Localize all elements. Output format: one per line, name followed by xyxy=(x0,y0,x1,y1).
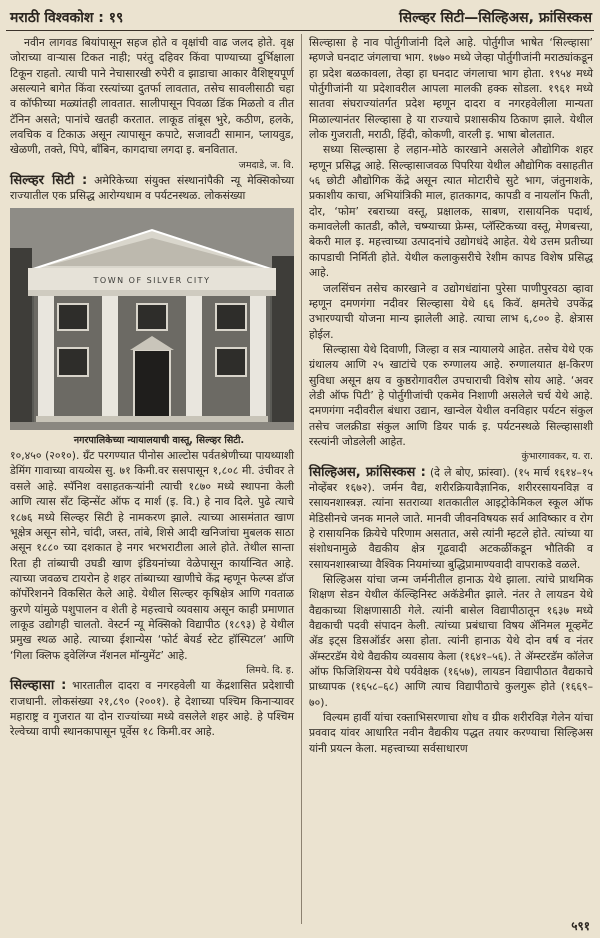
silvassa-paragraph-4: सिल्व्हासा येथे दिवाणी, जिल्हा व सत्र न्यायालये आहेत. तसेच येथे एक ग्रंथालय आणि २५ खाटांचे एक रुग्णालय आहे. रुग्णालयात क्ष-किरण सुविधा असून क्षय व कुष्ठरोगावरील उपचाराची विशेष सोय आहे. ‘अवर लेडी ऑफ पिटी’ हे पोर्तुगीजांची एकमेव निशाणी असलेले चर्च येथे आहे. दमणगंगा नदीवरील बंधारा उद्यान, खान्वेल येथील वनविहार पर्यटन संकुल तसेच जलक्रीडा संकुल आणि डियर पार्क इ. पर्यटनस्थळे सिल्व्हासाशी रस्त्यांनी जोडलेली आहेत. xyxy=(309,342,593,448)
sylvius-paragraph-3: विल्यम हार्वी यांचा रक्ताभिसरणाचा शोध व ग्रीक शरीरविज्ञ गेलेन यांचा प्रववाद यांवर आधारित नवीन वैद्यकीय पद्धत तयार करण्याचा सिल्हिअस यांनी प्रयत्न केला. महत्त्वाच्या सर्वसाधारण xyxy=(309,711,593,755)
page-number: ५९१ xyxy=(571,919,590,933)
sylvius-paragraph-2: सिल्हिअस यांचा जन्म जर्मनीतील हानाऊ येथे झाला. त्यांचे प्राथमिक शिक्षण सेडन येथील कॅल्व्हिनिस्ट अकॅडेमीत झाले. नंतर ते लायडन येथे वैद्यकाच्या शिक्षणासाठी गेले. त्यांनी बासेल विद्यापीठातून १६३७ मध्ये वैद्यकाची पदवी संपादन केली. त्यांच्या प्रबंधाचा विषय ॲनिमल मूव्हमेंट ॲड इट्स डिसऑर्डर असा होता. त्यांनी हानाऊ येथे दोन वर्ष व नंतर ॲम्स्टरडॅम येथे वैद्यकीय व्यवसाय केला (१६४१–५६). ते ॲम्स्टरडॅम कॉलेज ऑफ फिजिशियन्स येथे पर्यवेक्षक (१६५७), लायडन विद्यापीठात वैद्यकाचे प्राध्यापक (१६५८–६८) आणि त्याच विद्यापीठाचे कुलगुरू होते (१६६९–७०). xyxy=(309,573,593,709)
entry-sylvius-title: सिल्हिअस, फ्रांसिस्कस : xyxy=(309,464,426,480)
entry-silvassa-body: भारतातील दादरा व नगरहवेली या केंद्रशासित प्रदेशाची राजधानी. लोकसंख्या २१,८९० (२००१). हे देशाच्या पश्चिम किनाऱ्यावर महाराष्ट्र व गुजरात या दोन राज्यांच्या मध्ये वसलेले शहर आहे. हे पश्चिम रेल्वेच्या वापी स्थानकापासून पूर्वेस १८ किमी.वर आहे. xyxy=(10,679,294,739)
silvassa-paragraph-2: सध्या सिल्व्हासा हे लहान-मोठे कारखाने असलेले औद्योगिक शहर म्हणून प्रसिद्ध आहे. सिल्व्हासाजवळ पिपरिया येथील औद्योगिक वसाहतीत ५६ छोटी औद्योगिक केंद्रे असून त्यात मोटारीचे सुटे भाग, जंतुनाशके, प्रकाशीय काचा, अभियांत्रिकी माल, हातकागद, कापडी व नायलॉन फिती, दोर, ‘फोम’ रबराच्या वस्तू, प्रक्षालक, साबण, रासायनिक पदार्थ, कमावलेली कातडी, कौले, चष्म्याच्या फ्रेम्स, प्लॅस्टिकच्या वस्तू, मेणबत्त्या, बेकरी माल इ. महत्त्वाच्या उत्पादनांचे उद्योगधंदे आहेत. येथे उत्तम प्रतीच्या कापडाची निर्मिती होते. येथील कलाकुसरीचे रेशीम कापड विशेष प्रसिद्ध आहे. xyxy=(309,143,593,280)
entry-silvassa-title: सिल्व्हासा : xyxy=(10,678,67,694)
running-header-right: सिल्व्हर सिटी—सिल्हिअस, फ्रांसिस्कस xyxy=(399,10,592,26)
entry-sylvius-lead-text: (दे ले बोए, फ्रांस्वा). (१५ मार्च १६१४–१५ नोव्हेंबर १६७२). जर्मन वैद्य, शरीरक्रियावैज्ञानिक, शरीररसायनविज्ञ व रसायनशास्त्रज्ञ. त्यांना सतराव्या शतकातील आइट्रोकेमिकल स्कूल ऑफ मेडिसीनचे जनक मानले जाते. मानवी जीवनविषयक सर्व आविष्कार व रोग हे रासायनिक क्रियेचे परिणाम असतात, असे त्यांनी म्हटले होते. त्यांच्या या संशोधनामुळे वैद्यकीय क्षेत्र गूढवादी अटकळींकडून भौतिकी व रसायनशास्त्राच्या वैश्विक नियमांच्या बुद्धिप्रामाण्यवादी वापराकडे वळले. xyxy=(309,465,594,571)
running-header-left: मराठी विश्वकोश : १९ xyxy=(10,10,124,26)
entry-silvassa-lead xyxy=(10,678,294,739)
town-hall-illustration xyxy=(10,208,294,430)
right-column xyxy=(309,35,593,756)
town-hall-photo xyxy=(10,208,294,430)
photo-caption: नगरपालिकेच्या न्यायालयाची वास्तू, सिल्व्हर सिटी. xyxy=(73,434,245,446)
entry-silver-city-body: १०,४५० (२०१०). ग्रँट परगण्यात पीनोस आल्टोस पर्वतश्रेणीच्या पायथ्याशी डेमिंग गावाच्या वायव्येस सु. ७१ किमी.वर ससपासून १,८०८ मी. उंचीवर ते वसले आहे. स्पॅनिश वसाहतकऱ्यांनी त्याची १८७० मध्ये स्थापना केली आणि त्यास सॅंट व्हिन्सेंट ऑफ द मार्श (इ. वि.) हे नाव दिले. पुढे त्याचे १८७६ मध्ये सिल्व्हर सिटी हे नामकरण झाले. त्याच्या आसमंतात खाण भूक्षेत्र असून सोने, चांदी, जस्त, तांबे, शिसे आदी खनिजांचा मुबलक साठा असून १८८० च्या दशकात हे नगर भरभराटीला आले होते. तेथील सान्ता रिता ही तांब्याची उघडी खाण इंडियनांच्या वेळेपासून कार्यान्वित आहे. त्याच्या जवळच टायरोन हे शहर तांब्याच्या खाणीचे केंद्र म्हणून फेल्प्स डॉज कॉर्पोरेशनने विकसित केले आहे. येथील सिल्व्हर कृषिक्षेत्र आणि गवताळ कुरणे यांमुळे पशुपालन व शेती हे महत्त्वाचे व्यवसाय असून काही प्रमाणात लाकूड उद्योगही चालतो. वेस्टर्न न्यू मेक्सिको विद्यापीठ (१८९३) हे येथील प्रमुख स्थळ आहे. त्याच्या ईशान्येस ‘फोर्ट बेयर्ड स्टेट हॉस्पिटल’ आणि ‘गिला क्लिफ ड्वेलिंग्ज नॅशनल मॉन्युमेंट’ आहे. xyxy=(10,449,294,662)
intro-paragraph: नवीन लागवड बियांपासून सहज होते व वृक्षांची वाढ जलद होते. वृक्ष जोराच्या वाऱ्यास टिकत नाही; परंतु दहिवर किंवा पाण्याच्या दुर्भिक्षाला टिकून राहतो. त्याची पाने नेचासारखी रुपेरी व झाडाचा आकार वैशिष्ट्यपूर्ण असल्याने बागेत किंवा रस्त्यांच्या दुतर्फा लावतात, तसेच सावलीसाठी चहा व कॉफीच्या मळ्यांतही लावतात. सालीपासून पिवळा डिंक मिळतो व तीत टॅनिन असते; पानांचे खतही करतात. लाकूड तांबूस भुरे, कठीण, हलके, लवचिक व टिकाऊ असून त्यापासून कपाटे, सजावटी सामान, प्लायवुड, खेळणी, तक्ते, पिपे, बाँबिन, कागदाचा लगदा इ. बनवितात. xyxy=(10,36,294,157)
entry-sylvius-lead xyxy=(309,465,593,572)
left-column xyxy=(10,35,294,740)
entry-silver-city-signature: लिमये. दि. ह. xyxy=(246,664,294,676)
entry-silver-city-lead xyxy=(10,173,294,204)
silvassa-paragraph-3: जलसिंचन तसेच कारखाने व उद्योगधंद्यांना पुरेसा पाणीपुरवठा व्हावा म्हणून दमणगंगा नदीवर सिल्व्हासा येथे ६६ किवॅ. क्षमतेचे उपकेंद्र उभारण्याची योजना मान्य झालेली आहे. त्याचा लाभ ६,८०० हे. क्षेत्रास होईल. xyxy=(309,281,593,341)
silvassa-paragraph-1: सिल्व्हासा हे नाव पोर्तुगीजांनी दिले आहे. पोर्तुगीज भाषेत ‘सिल्व्हासा’ म्हणजे घनदाट जंगलाचा भाग. १७७० मध्ये जेव्हा पोर्तुगीजांनी मराठ्यांकडून हा प्रदेश बळकावला, तेव्हा हा घनदाट जंगलाचा भाग होता. १९५४ मध्ये पोर्तुगीजांनी या प्रदेशावरील आपला मालकी हक्क सोडला. १९६१ मध्ये सातवा संघराज्यांतर्गत प्रदेश म्हणून दादरा व नगरहवेलीला मान्यता मिळाल्यानंतर सिल्व्हासा हे या राज्याचे प्रशासकीय ठिकाण झाले. येथील लोक गुजराती, मराठी, हिंदी, कोकणी, वारली इ. भाषा बोलतात. xyxy=(309,36,593,142)
header-rule xyxy=(6,30,594,31)
column-divider xyxy=(301,34,302,924)
photo-sign-text: TOWN OF SILVER CITY xyxy=(93,275,211,285)
silvassa-signature: कुंभारगावकर, य. रा. xyxy=(521,451,593,463)
intro-signature: जमदाडे, ज. वि. xyxy=(238,159,294,171)
entry-silver-city-lead-text: अमेरिकेच्या संयुक्त संस्थानांपैकी न्यू मेक्सिकोच्या राज्यातील एक प्रसिद्ध आरोग्यधाम व पर्यटनस्थळ. लोकसंख्या xyxy=(10,174,294,203)
entry-silver-city-title: सिल्व्हर सिटी : xyxy=(10,173,88,189)
